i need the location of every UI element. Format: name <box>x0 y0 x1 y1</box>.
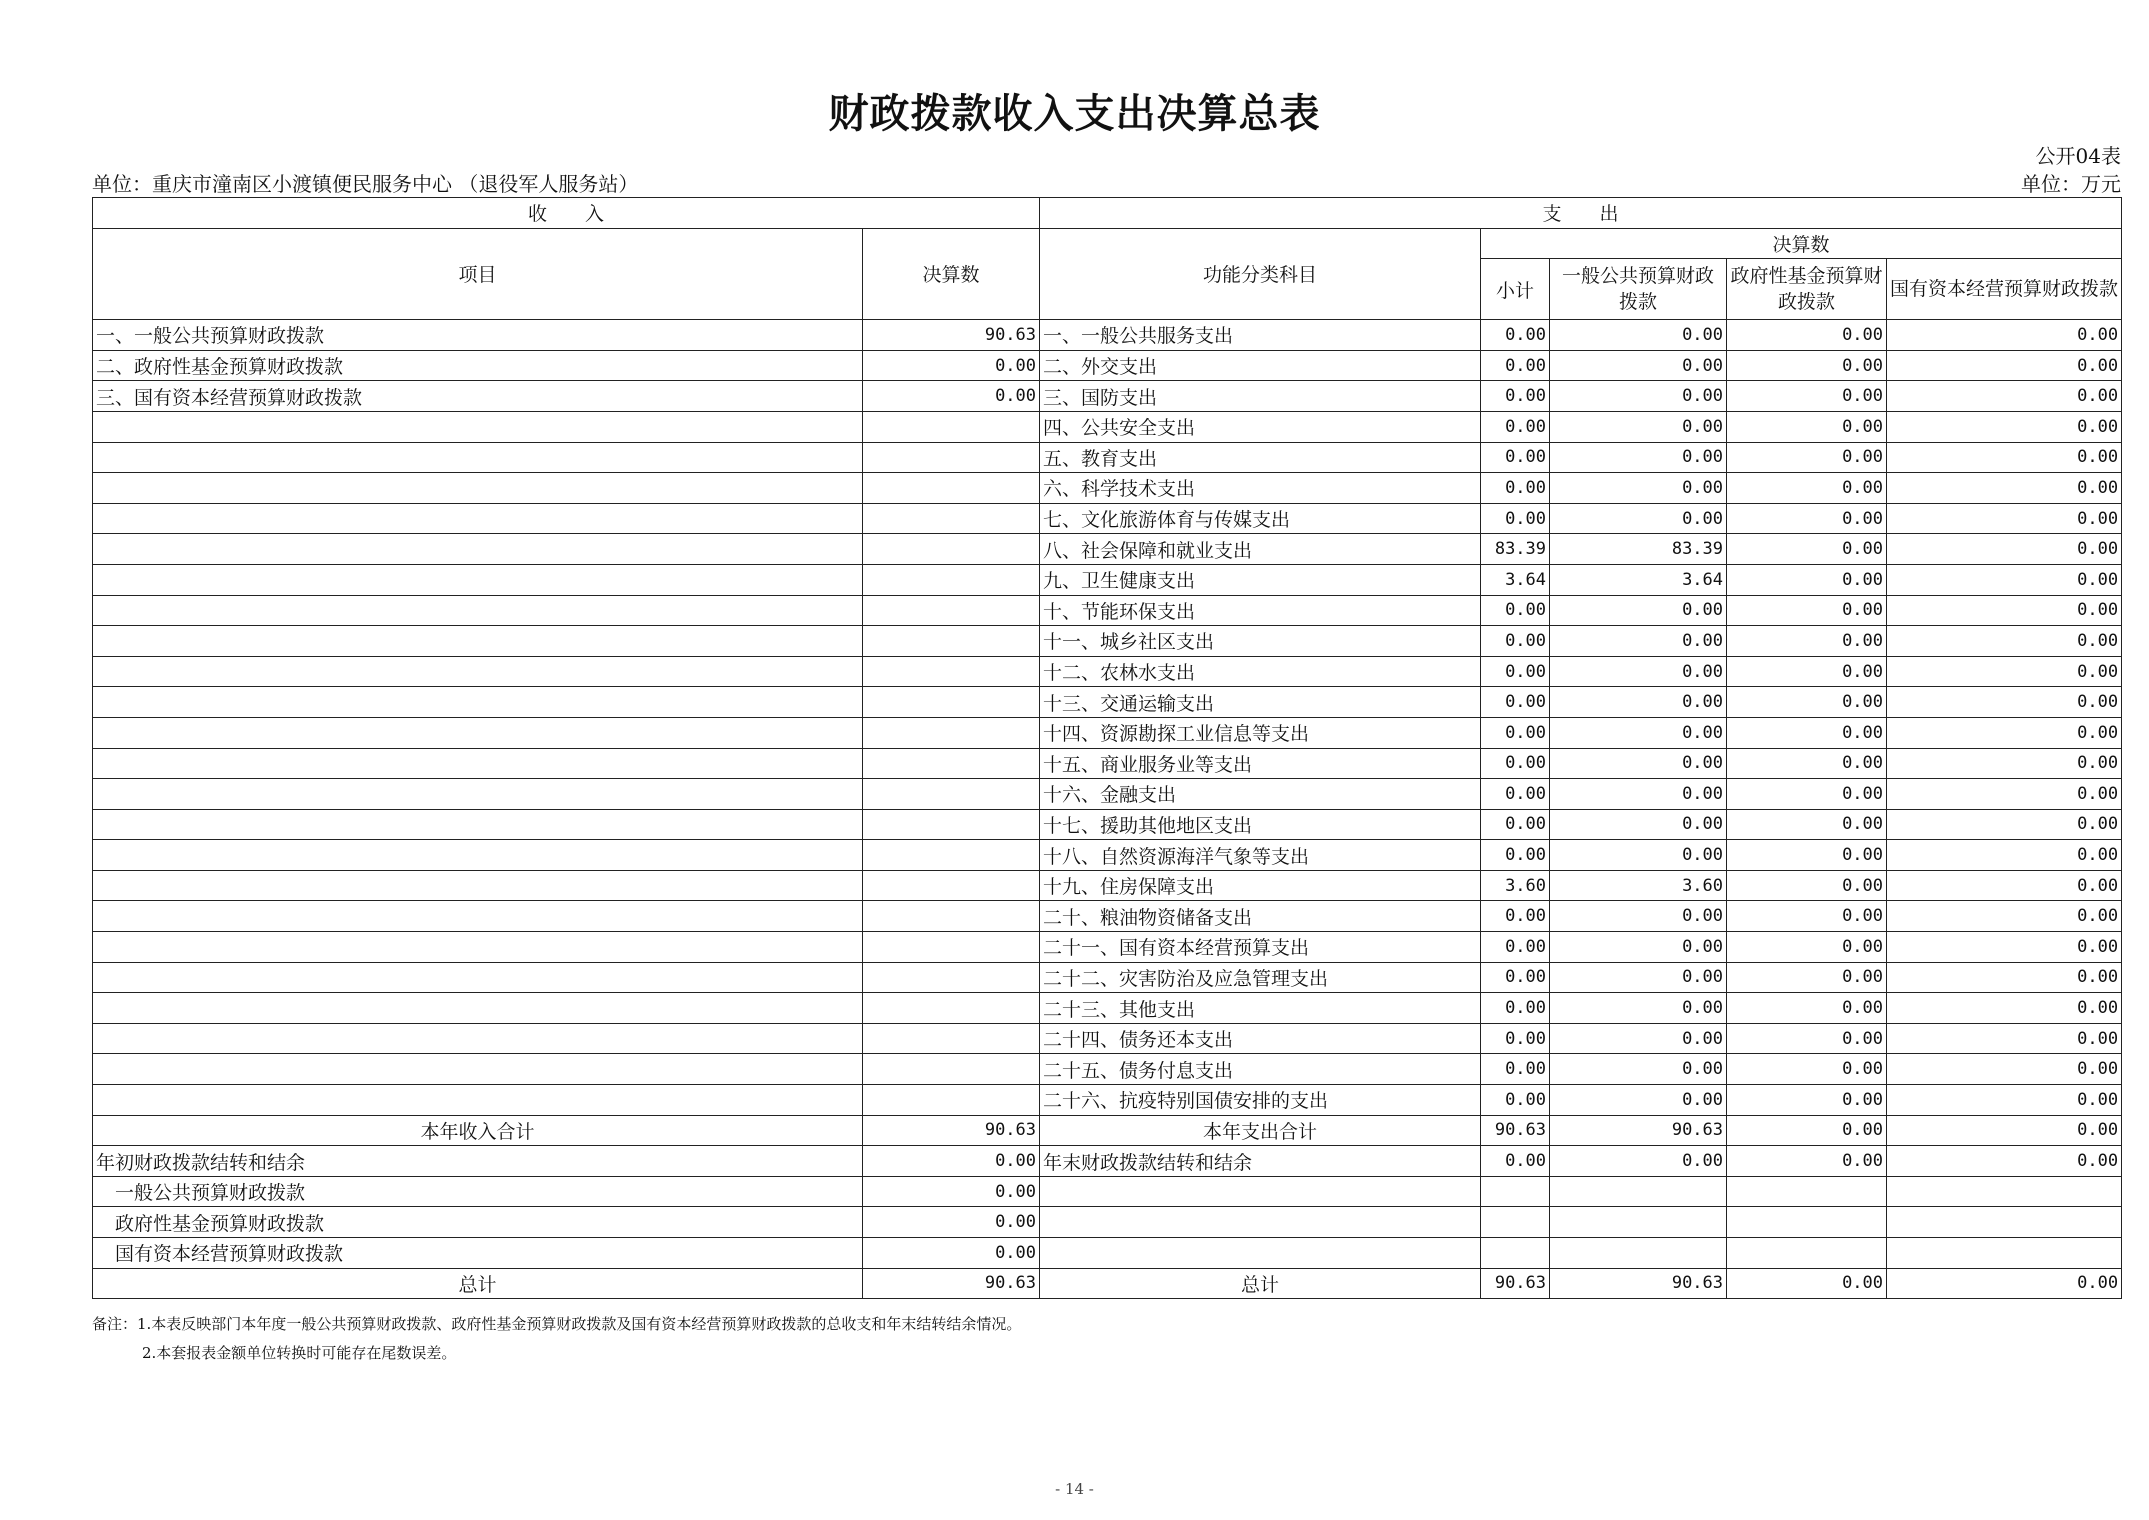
income-item <box>93 748 863 779</box>
fund-value: 0.00 <box>1727 962 1887 993</box>
note-1: 备注：1.本表反映部门本年度一般公共预算财政拨款、政府性基金预算财政拨款及国有资本经营预算财政拨款的总收支和年末结转结余情况。 <box>92 1315 1022 1333</box>
state-value: 0.00 <box>1887 748 2122 779</box>
income-amount <box>863 442 1040 473</box>
general-value: 0.00 <box>1550 1085 1727 1116</box>
currency-unit: 单位：万元 <box>2021 172 2121 196</box>
income-item <box>93 1023 863 1054</box>
state-value: 0.00 <box>1887 534 2122 565</box>
fund-value: 0.00 <box>1727 381 1887 412</box>
subtotal-value: 0.00 <box>1481 473 1550 504</box>
grand-expense-value: 0.00 <box>1727 1268 1887 1299</box>
subtotal-value: 0.00 <box>1481 993 1550 1024</box>
year-expense-value: 0.00 <box>1727 1115 1887 1146</box>
income-amount <box>863 901 1040 932</box>
state-value: 0.00 <box>1887 442 2122 473</box>
state-value: 0.00 <box>1887 717 2122 748</box>
income-item <box>93 411 863 442</box>
function-item: 六、科学技术支出 <box>1040 473 1481 504</box>
income-amount <box>863 962 1040 993</box>
grand-total-row <box>93 1268 2122 1299</box>
item-header: 项目 <box>93 228 863 320</box>
general-value: 0.00 <box>1550 932 1727 963</box>
general-value: 0.00 <box>1550 320 1727 351</box>
income-amount <box>863 840 1040 871</box>
subtotal-value: 0.00 <box>1481 350 1550 381</box>
general-value: 0.00 <box>1550 993 1727 1024</box>
function-item: 二十六、抗疫特别国债安排的支出 <box>1040 1085 1481 1116</box>
amount-header: 决算数 <box>863 228 1040 320</box>
table-row <box>93 1085 2122 1116</box>
income-amount <box>863 1054 1040 1085</box>
income-amount <box>863 503 1040 534</box>
state-value: 0.00 <box>1887 595 2122 626</box>
table-row <box>93 442 2122 473</box>
end-balance-value: 0.00 <box>1481 1146 1550 1177</box>
fund-value: 0.00 <box>1727 779 1887 810</box>
income-item: 三、国有资本经营预算财政拨款 <box>93 381 863 412</box>
income-amount <box>863 1085 1040 1116</box>
table-row <box>93 1023 2122 1054</box>
subtotal-value: 0.00 <box>1481 1023 1550 1054</box>
income-item <box>93 870 863 901</box>
income-amount <box>863 717 1040 748</box>
fund-value: 0.00 <box>1727 564 1887 595</box>
function-item: 十二、农林水支出 <box>1040 656 1481 687</box>
note-2: 2.本套报表金额单位转换时可能存在尾数误差。 <box>142 1344 457 1362</box>
grand-expense-value: 90.63 <box>1481 1268 1550 1299</box>
empty-cell <box>1550 1207 1727 1238</box>
general-value: 0.00 <box>1550 1023 1727 1054</box>
income-item <box>93 687 863 718</box>
income-item: 二、政府性基金预算财政拨款 <box>93 350 863 381</box>
table-row <box>93 503 2122 534</box>
subtotal-value: 0.00 <box>1481 1085 1550 1116</box>
empty-cell <box>1040 1207 1481 1238</box>
state-value: 0.00 <box>1887 350 2122 381</box>
table-row <box>93 962 2122 993</box>
function-item: 八、社会保障和就业支出 <box>1040 534 1481 565</box>
general-value: 0.00 <box>1550 901 1727 932</box>
income-amount <box>863 993 1040 1024</box>
general-value: 0.00 <box>1550 381 1727 412</box>
grand-income-amount: 90.63 <box>863 1268 1040 1299</box>
empty-cell <box>1887 1176 2122 1207</box>
income-item <box>93 503 863 534</box>
table-number: 公开04表 <box>2035 144 2121 168</box>
general-value: 0.00 <box>1550 442 1727 473</box>
income-item <box>93 932 863 963</box>
begin-balance-label: 年初财政拨款结转和结余 <box>93 1146 863 1177</box>
fund-value: 0.00 <box>1727 901 1887 932</box>
function-item: 一、一般公共服务支出 <box>1040 320 1481 351</box>
function-item: 三、国防支出 <box>1040 381 1481 412</box>
empty-cell <box>1887 1207 2122 1238</box>
end-balance-value: 0.00 <box>1550 1146 1727 1177</box>
income-amount <box>863 748 1040 779</box>
function-item: 二十四、债务还本支出 <box>1040 1023 1481 1054</box>
state-value: 0.00 <box>1887 381 2122 412</box>
subtotal-value: 0.00 <box>1481 748 1550 779</box>
state-value: 0.00 <box>1887 840 2122 871</box>
grand-total-label: 总计 <box>93 1268 863 1299</box>
general-value: 0.00 <box>1550 473 1727 504</box>
unit-name: 单位：重庆市潼南区小渡镇便民服务中心 （退役军人服务站） <box>92 172 639 196</box>
subtotal-value: 0.00 <box>1481 779 1550 810</box>
income-amount <box>863 687 1040 718</box>
begin-sub-label: 一般公共预算财政拨款 <box>93 1176 863 1207</box>
income-item <box>93 564 863 595</box>
notes <box>92 1310 1021 1368</box>
fund-value: 0.00 <box>1727 626 1887 657</box>
income-item <box>93 962 863 993</box>
fund-value: 0.00 <box>1727 993 1887 1024</box>
general-value: 0.00 <box>1550 687 1727 718</box>
subtotal-value: 0.00 <box>1481 717 1550 748</box>
income-item <box>93 717 863 748</box>
begin-balance-amount: 0.00 <box>863 1146 1040 1177</box>
function-item: 五、教育支出 <box>1040 442 1481 473</box>
begin-sub-row <box>93 1207 2122 1238</box>
begin-sub-amount: 0.00 <box>863 1207 1040 1238</box>
subtotal-value: 83.39 <box>1481 534 1550 565</box>
empty-cell <box>1550 1176 1727 1207</box>
income-item <box>93 809 863 840</box>
general-value: 0.00 <box>1550 962 1727 993</box>
empty-cell <box>1887 1238 2122 1269</box>
subtotal-value: 0.00 <box>1481 901 1550 932</box>
empty-cell <box>1727 1176 1887 1207</box>
subtotal-header: 小计 <box>1481 259 1550 320</box>
fund-value: 0.00 <box>1727 411 1887 442</box>
subtotal-value: 0.00 <box>1481 503 1550 534</box>
begin-sub-amount: 0.00 <box>863 1238 1040 1269</box>
income-item <box>93 840 863 871</box>
header-row-2 <box>93 228 2122 259</box>
state-value: 0.00 <box>1887 901 2122 932</box>
subtotal-value: 0.00 <box>1481 595 1550 626</box>
fund-value: 0.00 <box>1727 656 1887 687</box>
grand-expense-value: 90.63 <box>1550 1268 1727 1299</box>
empty-cell <box>1481 1207 1550 1238</box>
table-row <box>93 534 2122 565</box>
fund-value: 0.00 <box>1727 1085 1887 1116</box>
subtotal-value: 0.00 <box>1481 1054 1550 1085</box>
general-value: 83.39 <box>1550 534 1727 565</box>
table-row <box>93 901 2122 932</box>
general-budget-header: 一般公共预算财政拨款 <box>1550 259 1727 320</box>
table-row <box>93 350 2122 381</box>
subtotal-value: 0.00 <box>1481 656 1550 687</box>
general-value: 0.00 <box>1550 626 1727 657</box>
grand-total-expense-label: 总计 <box>1040 1268 1481 1299</box>
table-row <box>93 564 2122 595</box>
income-item <box>93 779 863 810</box>
fund-value: 0.00 <box>1727 748 1887 779</box>
empty-cell <box>1040 1238 1481 1269</box>
state-value: 0.00 <box>1887 320 2122 351</box>
fund-value: 0.00 <box>1727 595 1887 626</box>
subtotal-value: 0.00 <box>1481 626 1550 657</box>
subtotal-value: 3.64 <box>1481 564 1550 595</box>
table-row <box>93 411 2122 442</box>
table-row <box>93 626 2122 657</box>
income-item <box>93 1054 863 1085</box>
subtotal-value: 0.00 <box>1481 411 1550 442</box>
income-amount <box>863 411 1040 442</box>
begin-balance-row <box>93 1146 2122 1177</box>
table-row <box>93 717 2122 748</box>
general-value: 0.00 <box>1550 748 1727 779</box>
begin-sub-amount: 0.00 <box>863 1176 1040 1207</box>
function-item: 十九、住房保障支出 <box>1040 870 1481 901</box>
income-item <box>93 1085 863 1116</box>
function-item: 四、公共安全支出 <box>1040 411 1481 442</box>
function-item: 十五、商业服务业等支出 <box>1040 748 1481 779</box>
fund-value: 0.00 <box>1727 717 1887 748</box>
table-row <box>93 870 2122 901</box>
fund-value: 0.00 <box>1727 534 1887 565</box>
year-income-label: 本年收入合计 <box>93 1115 863 1146</box>
general-value: 3.60 <box>1550 870 1727 901</box>
general-value: 0.00 <box>1550 1054 1727 1085</box>
income-amount <box>863 870 1040 901</box>
empty-cell <box>1481 1176 1550 1207</box>
income-item <box>93 473 863 504</box>
income-item <box>93 626 863 657</box>
function-item: 九、卫生健康支出 <box>1040 564 1481 595</box>
fund-value: 0.00 <box>1727 687 1887 718</box>
state-value: 0.00 <box>1887 809 2122 840</box>
empty-cell <box>1727 1207 1887 1238</box>
state-value: 0.00 <box>1887 411 2122 442</box>
income-item: 一、一般公共预算财政拨款 <box>93 320 863 351</box>
fund-value: 0.00 <box>1727 503 1887 534</box>
income-amount <box>863 1023 1040 1054</box>
income-amount <box>863 564 1040 595</box>
income-amount <box>863 932 1040 963</box>
page-number: - 14 - <box>1055 1480 1094 1498</box>
income-amount: 0.00 <box>863 350 1040 381</box>
income-amount <box>863 626 1040 657</box>
table-row <box>93 809 2122 840</box>
income-amount <box>863 595 1040 626</box>
fund-value: 0.00 <box>1727 473 1887 504</box>
function-item: 十七、援助其他地区支出 <box>1040 809 1481 840</box>
table-row <box>93 687 2122 718</box>
general-value: 0.00 <box>1550 717 1727 748</box>
state-value: 0.00 <box>1887 687 2122 718</box>
subtotal-value: 0.00 <box>1481 687 1550 718</box>
income-header: 收 入 <box>93 198 1040 229</box>
table-row <box>93 748 2122 779</box>
function-item: 七、文化旅游体育与传媒支出 <box>1040 503 1481 534</box>
table-row <box>93 381 2122 412</box>
function-item: 十八、自然资源海洋气象等支出 <box>1040 840 1481 871</box>
general-value: 0.00 <box>1550 411 1727 442</box>
table-row <box>93 993 2122 1024</box>
function-item: 二十一、国有资本经营预算支出 <box>1040 932 1481 963</box>
function-item: 二、外交支出 <box>1040 350 1481 381</box>
general-value: 3.64 <box>1550 564 1727 595</box>
year-expense-value: 90.63 <box>1550 1115 1727 1146</box>
begin-sub-label: 国有资本经营预算财政拨款 <box>93 1238 863 1269</box>
subtotal-value: 0.00 <box>1481 840 1550 871</box>
year-expense-value: 0.00 <box>1887 1115 2122 1146</box>
function-item: 十三、交通运输支出 <box>1040 687 1481 718</box>
state-capital-header: 国有资本经营预算财政拨款 <box>1887 259 2122 320</box>
fund-value: 0.00 <box>1727 1023 1887 1054</box>
state-value: 0.00 <box>1887 626 2122 657</box>
begin-sub-row <box>93 1176 2122 1207</box>
function-item: 十一、城乡社区支出 <box>1040 626 1481 657</box>
function-header: 功能分类科目 <box>1040 228 1481 320</box>
income-amount <box>863 809 1040 840</box>
function-item: 十六、金融支出 <box>1040 779 1481 810</box>
fund-value: 0.00 <box>1727 932 1887 963</box>
empty-cell <box>1481 1238 1550 1269</box>
amount-group-header: 决算数 <box>1481 228 2122 259</box>
state-value: 0.00 <box>1887 1085 2122 1116</box>
empty-cell <box>1550 1238 1727 1269</box>
general-value: 0.00 <box>1550 350 1727 381</box>
year-expense-value: 90.63 <box>1481 1115 1550 1146</box>
state-value: 0.00 <box>1887 473 2122 504</box>
income-item <box>93 442 863 473</box>
state-value: 0.00 <box>1887 962 2122 993</box>
function-item: 二十二、灾害防治及应急管理支出 <box>1040 962 1481 993</box>
general-value: 0.00 <box>1550 809 1727 840</box>
end-balance-label: 年末财政拨款结转和结余 <box>1040 1146 1481 1177</box>
table-row <box>93 840 2122 871</box>
general-value: 0.00 <box>1550 779 1727 810</box>
empty-cell <box>1040 1176 1481 1207</box>
page-title: 财政拨款收入支出决算总表 <box>828 91 1321 137</box>
subtotal-value: 0.00 <box>1481 932 1550 963</box>
state-value: 0.00 <box>1887 1054 2122 1085</box>
function-item: 二十、粮油物资储备支出 <box>1040 901 1481 932</box>
year-expense-label: 本年支出合计 <box>1040 1115 1481 1146</box>
year-total-row <box>93 1115 2122 1146</box>
general-value: 0.00 <box>1550 595 1727 626</box>
subtotal-value: 0.00 <box>1481 320 1550 351</box>
grand-expense-value: 0.00 <box>1887 1268 2122 1299</box>
state-value: 0.00 <box>1887 779 2122 810</box>
table-row <box>93 473 2122 504</box>
table-row <box>93 779 2122 810</box>
subtotal-value: 0.00 <box>1481 381 1550 412</box>
header-row-1 <box>93 198 2122 229</box>
income-item <box>93 993 863 1024</box>
fund-value: 0.00 <box>1727 870 1887 901</box>
income-amount <box>863 534 1040 565</box>
income-amount: 90.63 <box>863 320 1040 351</box>
fund-value: 0.00 <box>1727 1054 1887 1085</box>
income-amount <box>863 473 1040 504</box>
general-value: 0.00 <box>1550 656 1727 687</box>
begin-sub-label: 政府性基金预算财政拨款 <box>93 1207 863 1238</box>
state-value: 0.00 <box>1887 993 2122 1024</box>
income-amount <box>863 656 1040 687</box>
fund-budget-header: 政府性基金预算财政拨款 <box>1727 259 1887 320</box>
function-item: 十、节能环保支出 <box>1040 595 1481 626</box>
state-value: 0.00 <box>1887 870 2122 901</box>
income-amount: 0.00 <box>863 381 1040 412</box>
expense-header: 支 出 <box>1040 198 2122 229</box>
subtotal-value: 0.00 <box>1481 809 1550 840</box>
general-value: 0.00 <box>1550 503 1727 534</box>
function-item: 十四、资源勘探工业信息等支出 <box>1040 717 1481 748</box>
state-value: 0.00 <box>1887 656 2122 687</box>
state-value: 0.00 <box>1887 932 2122 963</box>
end-balance-value: 0.00 <box>1727 1146 1887 1177</box>
income-item <box>93 534 863 565</box>
state-value: 0.00 <box>1887 1023 2122 1054</box>
fund-value: 0.00 <box>1727 320 1887 351</box>
end-balance-value: 0.00 <box>1887 1146 2122 1177</box>
income-item <box>93 901 863 932</box>
empty-cell <box>1727 1238 1887 1269</box>
income-amount <box>863 779 1040 810</box>
function-item: 二十三、其他支出 <box>1040 993 1481 1024</box>
subtotal-value: 0.00 <box>1481 962 1550 993</box>
state-value: 0.00 <box>1887 564 2122 595</box>
table-row <box>93 656 2122 687</box>
begin-sub-row <box>93 1238 2122 1269</box>
function-item: 二十五、债务付息支出 <box>1040 1054 1481 1085</box>
table-row <box>93 932 2122 963</box>
fund-value: 0.00 <box>1727 809 1887 840</box>
year-income-amount: 90.63 <box>863 1115 1040 1146</box>
fund-value: 0.00 <box>1727 840 1887 871</box>
table-row <box>93 1054 2122 1085</box>
income-item <box>93 595 863 626</box>
subtotal-value: 3.60 <box>1481 870 1550 901</box>
state-value: 0.00 <box>1887 503 2122 534</box>
table-row <box>93 320 2122 351</box>
fund-value: 0.00 <box>1727 350 1887 381</box>
subtotal-value: 0.00 <box>1481 442 1550 473</box>
general-value: 0.00 <box>1550 840 1727 871</box>
table-row <box>93 595 2122 626</box>
budget-table <box>92 197 2122 1299</box>
income-item <box>93 656 863 687</box>
fund-value: 0.00 <box>1727 442 1887 473</box>
